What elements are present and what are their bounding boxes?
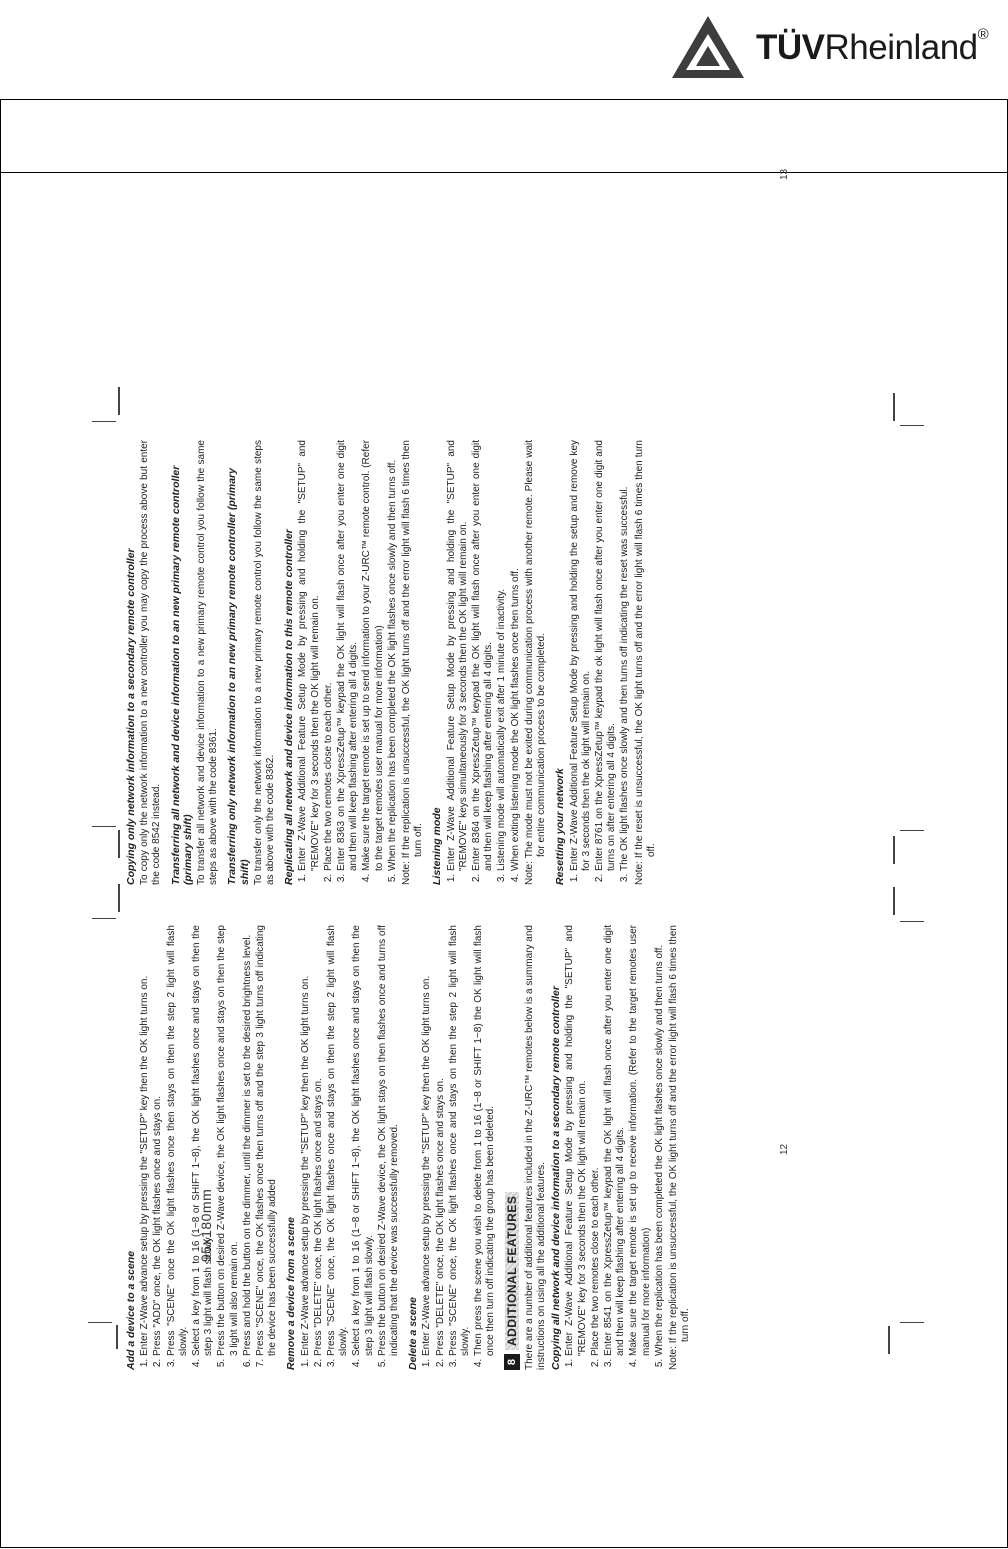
step-item: 4. When exiting listening mode the OK light flashes once then turns off. (510, 440, 522, 871)
step-list (569, 440, 632, 885)
step-item: 4. Then press the scene you wish to delete from 1 to 16 (1~8 or SHIFT 1~8) the OK light will flash once then turn off indicating the group has been deleted. (473, 925, 497, 1356)
crop-mark (900, 921, 924, 922)
crop-mark (893, 393, 895, 421)
step-item: 3. The OK light flashes once slowly and then turns off indicating the reset was successful. (619, 440, 631, 871)
step-item: 3. Press "SCENE" once, the OK light flashes once and stays on then the step 2 light will flash slowly. (326, 925, 350, 1356)
step-item: 2. Press "DELETE" once, the OK light flashes once and stays on. (313, 925, 325, 1356)
tuv-rheinland-logo (668, 10, 998, 85)
step-item: 3. Enter 8541 on the XpressZetup™ keypad the OK light will flash once after you enter one digit and then will keep flashing after entering all 4 digits. (603, 925, 627, 1356)
step-item: 3. Enter 8363 on the XpressZetup™ keypad the OK light will flash once after you enter one digit and then will keep flashing after entering all 4 digits. (336, 440, 360, 871)
logo-regular: Rheinland (824, 28, 978, 67)
section-text: To copy only the network information to a new controller you may copy the process above but enter the code 8542 instead. (139, 440, 163, 885)
step-list (421, 925, 497, 1370)
section-listening (431, 440, 548, 885)
step-list (446, 440, 522, 885)
section-heading: Transferring all network and device information to an new primary remote controller (primary shift) (169, 465, 194, 885)
banner-title: ADDITIONAL FEATURES (505, 1192, 519, 1350)
section-banner (504, 925, 520, 1370)
crop-mark (92, 421, 116, 422)
section-delete-scene (407, 925, 497, 1370)
step-item: 4. Make sure the target remote is set up to receive information. (Refer to the target remotes user manual for more information) (628, 925, 652, 1356)
step-item: 5. When the replication has been completed the OK light flashes once slowly and then turns off. (387, 440, 399, 871)
frame-header-divider (1, 172, 1007, 173)
step-item: 7. Press "SCENE" once, the OK flashes once then turns off and the step 3 light turns off indicating the device has been successfully added (255, 925, 279, 1356)
step-item: 2. Press "ADD" once, the OK light flashes once and stays on. (152, 925, 164, 1356)
section-heading: Replicating all network and device information to this remote controller (283, 529, 296, 885)
section-heading: Remove a device from a scene (285, 1217, 298, 1370)
section-copy-secondary (550, 925, 692, 1370)
step-item: 1. Enter Z-Wave advance setup by pressing the "SETUP" key then the OK light turns on. (421, 925, 433, 1356)
manual-page-right (125, 168, 790, 885)
logo-wordmark (756, 28, 988, 68)
section-heading: Listening mode (431, 807, 444, 885)
page-number: 12 (778, 1143, 790, 1155)
manual-page-left (125, 925, 790, 1370)
dimension-label: 95x180mm (198, 1188, 214, 1262)
step-item: 5. Press the button on desired Z-Wave device, the OK light stays on then flashes once and turns off indicating that the device was successfully removed. (377, 925, 401, 1356)
step-item: 2. Place the two remotes close to each other. (590, 925, 602, 1356)
step-item: 5. Press the button on desired Z-Wave device, the OK light flashes once and stays on then the step 3 light will also remain on. (216, 925, 240, 1356)
intro-paragraph: There are a number of additional features included in the Z-URC™ remotes below is a summary and instructions on using all the additional features. (523, 925, 547, 1370)
step-list (564, 925, 666, 1370)
section-heading: Copying only network information to a secondary remote controller (125, 548, 137, 885)
step-item: 4. Select a key from 1 to 16 (1~8 or SHIFT 1~8), the OK light flashes once and stays on then the step 3 light will flash slowly. (351, 925, 375, 1356)
step-list (139, 925, 279, 1370)
logo-registered: ® (977, 26, 989, 43)
section-text: To transfer only the network information to a new primary remote control you follow the same steps as above with the code 8362. (252, 440, 277, 885)
section-reset (554, 440, 658, 885)
crop-mark (900, 1322, 924, 1323)
crop-mark (118, 884, 120, 912)
step-item: 1. Enter Z-Wave Additional Feature Setup Mode by pressing and holding the "SETUP" and "REMOVE" key for 3 seconds then the OK light will remain on. (564, 925, 588, 1356)
step-item: 2. Enter 8364 on the XpressZetup™ keypad the OK light will flash once after you enter one digit and then will keep flashing after entering all 4 digits. (471, 440, 495, 871)
section-remove-scene (285, 925, 401, 1370)
crop-mark (900, 425, 924, 426)
page-number: 13 (778, 168, 790, 180)
step-item: 2. Press "DELETE" once, the OK light flashes once and stays on. (435, 925, 447, 1356)
note-text: Note: If the replication is unsuccessful, the OK light turns off and the error light will flash 6 times then turn off. (667, 925, 692, 1370)
crop-mark (893, 887, 895, 915)
section-transfer-all (170, 440, 221, 885)
crop-mark (92, 826, 116, 827)
banner-number: 8 (504, 1354, 520, 1370)
note-text: Note: If the replication is unsuccessful, the OK light turns off and the error light will flash 6 times then turn off. (401, 440, 425, 885)
crop-mark (118, 830, 120, 858)
step-item: 2. Enter 8761 on the XpressZetup™ keypad the ok light will flash once after you enter one digit and turns on after entering all 4 digits. (594, 440, 618, 871)
step-item: 1. Enter Z-Wave advance setup by pressing the "SETUP" key then the OK light turns on. (139, 925, 151, 1356)
step-item: 3. Press "SCENE" once the OK light flashes once then stays on then the step 2 light will flash slowly. (166, 925, 190, 1356)
crop-mark (116, 1325, 118, 1349)
section-heading: Delete a scene (407, 1297, 420, 1370)
step-list (297, 440, 399, 885)
step-item: 4. Make sure the target remote is set up to send information to your Z-URC™ remote control. (Refer to the target remotes user manual for more information) (361, 440, 385, 871)
step-item: 3. Listening mode will automatically exit after 1 minute of inactivity. (496, 440, 508, 871)
rotated-manual-spread (125, 168, 790, 1370)
note-text: Note: The mode must not be exited during communication process with another remote. Please wait for entire communication process to be completed. (523, 440, 548, 885)
note-text: Note: If the reset is unsuccessful, the OK light turns off and the error light will flash 6 times then turn off. (633, 440, 657, 885)
step-item: 1. Enter Z-Wave Additional Feature Setup Mode by pressing and holding the setup and remove key for 3 seconds then the ok light will remain on. (569, 440, 593, 871)
step-item: 1. Enter Z-Wave advance setup by pressing the "SETUP" key then the OK light turns on. (300, 925, 312, 1356)
logo-bold: TÜV (756, 28, 825, 67)
step-item: 6. Press and hold the button on the dimmer, until the dimmer is set to the desired brightness level. (242, 925, 254, 1356)
section-heading: Resetting your network (554, 768, 567, 885)
step-item: 2. Place the two remotes close to each other. (323, 440, 335, 871)
section-replicating (283, 440, 425, 885)
section-heading: Add a device to a scene (125, 1250, 137, 1370)
step-item: 1. Enter Z-Wave Additional Feature Setup Mode by pressing and holding the "SETUP" and "REMOVE" keys simultaneously for 3 seconds then the OK light will remain on. (446, 440, 470, 871)
step-item: 5. When the replication has been completed the OK light flashes once slowly and then turns off. (654, 925, 666, 1356)
crop-mark (888, 1326, 890, 1354)
crop-mark (118, 387, 120, 415)
step-item: 3. Press "SCENE" once, the OK light flashes once and stays on then the step 2 light will flash slowly. (448, 925, 472, 1356)
section-copy-network-only (125, 440, 164, 885)
crop-mark (88, 1322, 112, 1323)
section-heading: Transferring only network information to an new primary remote controller (primary shift) (226, 468, 251, 885)
step-list (300, 925, 402, 1370)
crop-mark (893, 836, 895, 864)
section-add-scene (125, 925, 279, 1370)
section-heading: Copying all network and device information to a secondary remote controller (550, 986, 563, 1370)
manual-spread (125, 168, 790, 1370)
step-item: 4. Select a key from 1 to 16 (1~8 or SHIFT 1~8), the OK light flashes once and stays on then the step 3 light will flash slowly. (191, 925, 215, 1356)
crop-mark (92, 918, 116, 919)
section-text: To transfer all network and device information to a new primary remote control you follow the same steps as above with the code 8361. (196, 440, 220, 885)
step-item: 1. Enter Z-Wave Additional Feature Setup Mode by pressing and holding the "SETUP" and "REMOVE" key for 3 seconds then the OK light will remain on. (297, 440, 321, 871)
section-transfer-network (226, 440, 277, 885)
crop-mark (900, 830, 924, 831)
tuv-triangle-icon (668, 12, 748, 82)
